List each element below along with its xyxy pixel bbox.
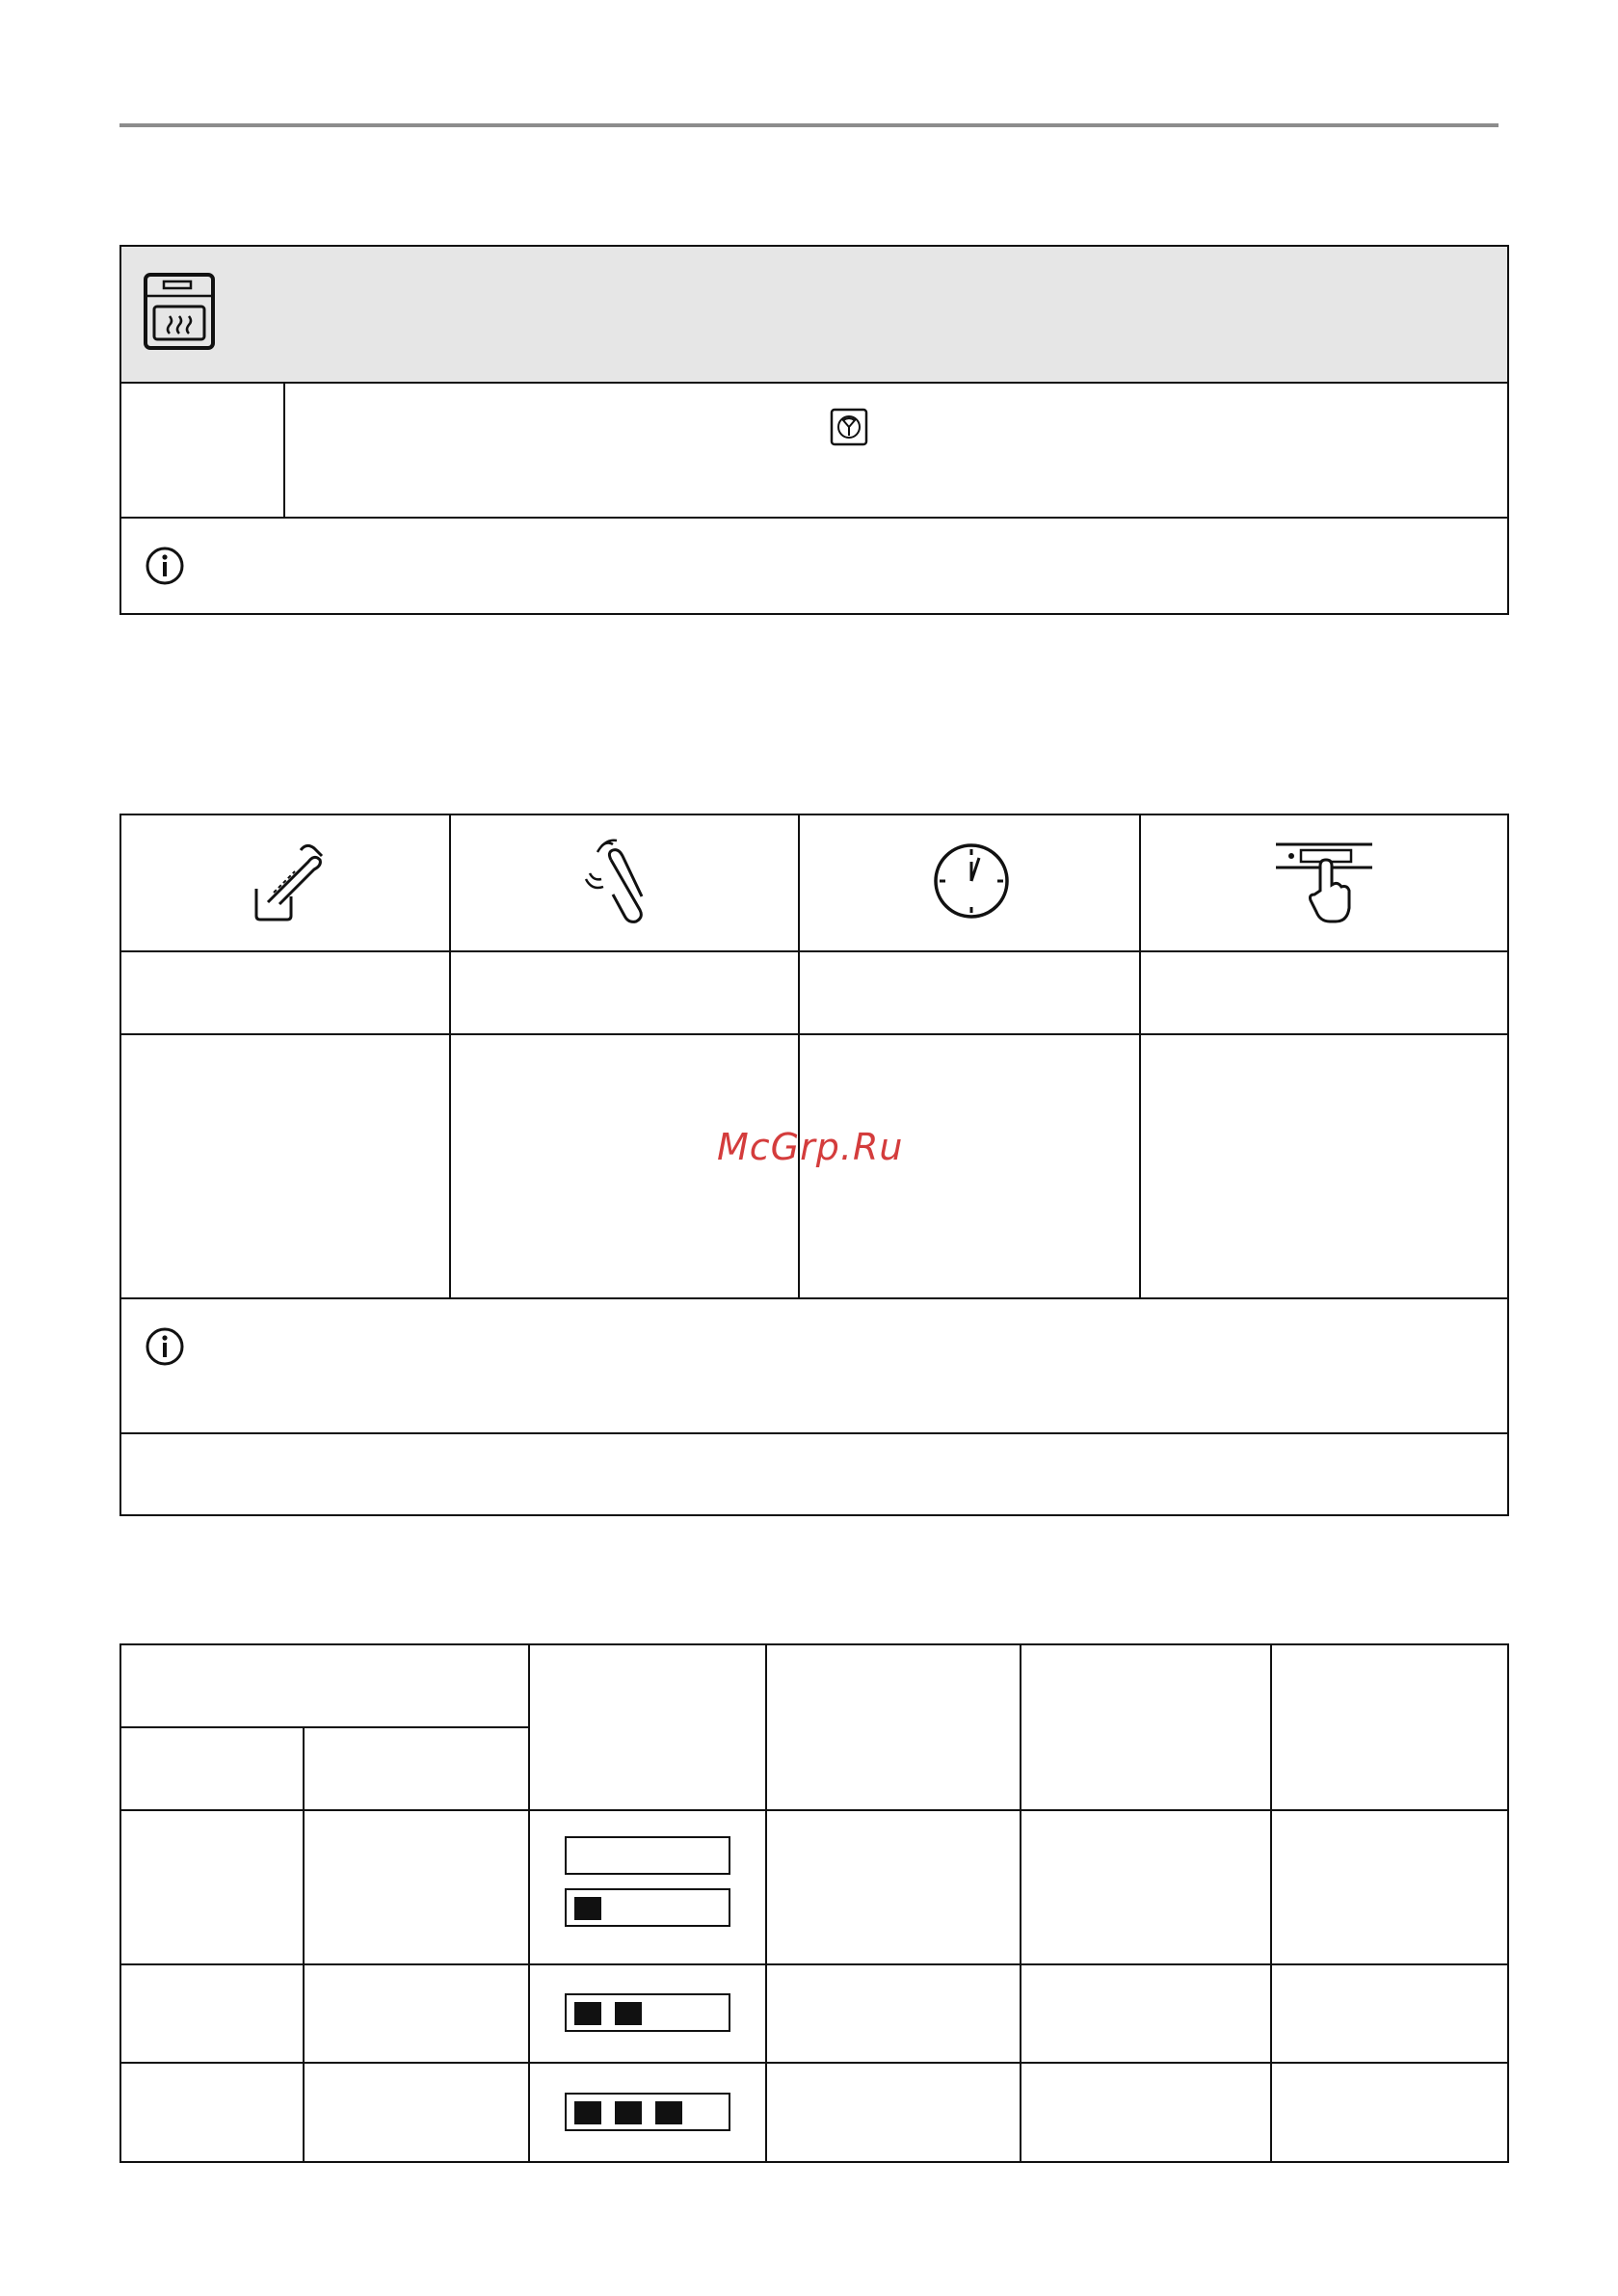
watermark: McGrp.Ru bbox=[717, 1126, 904, 1168]
level-indicator-2 bbox=[565, 1993, 730, 2032]
info-icon bbox=[145, 546, 185, 586]
level-segment bbox=[615, 2101, 642, 2124]
level-segment bbox=[574, 2002, 601, 2025]
level-segment bbox=[574, 2101, 601, 2124]
info-icon bbox=[145, 1326, 185, 1367]
panel-press-icon bbox=[1274, 841, 1374, 925]
function-header bbox=[121, 247, 1507, 382]
level-table bbox=[119, 1643, 1509, 2163]
level-segment bbox=[574, 1897, 601, 1920]
hand-cleaning-icon bbox=[251, 841, 328, 923]
touch-gesture-icon bbox=[584, 839, 661, 925]
level-segment bbox=[655, 2101, 682, 2124]
level-indicator-empty bbox=[565, 1836, 730, 1875]
top-rule bbox=[119, 123, 1499, 127]
level-indicator-1 bbox=[565, 1888, 730, 1927]
oven-steam-icon bbox=[143, 272, 216, 351]
level-segment bbox=[615, 2002, 642, 2025]
clock-icon bbox=[931, 841, 1012, 921]
level-indicator-3 bbox=[565, 2093, 730, 2131]
function-table bbox=[119, 245, 1509, 615]
fan-icon bbox=[830, 408, 868, 446]
